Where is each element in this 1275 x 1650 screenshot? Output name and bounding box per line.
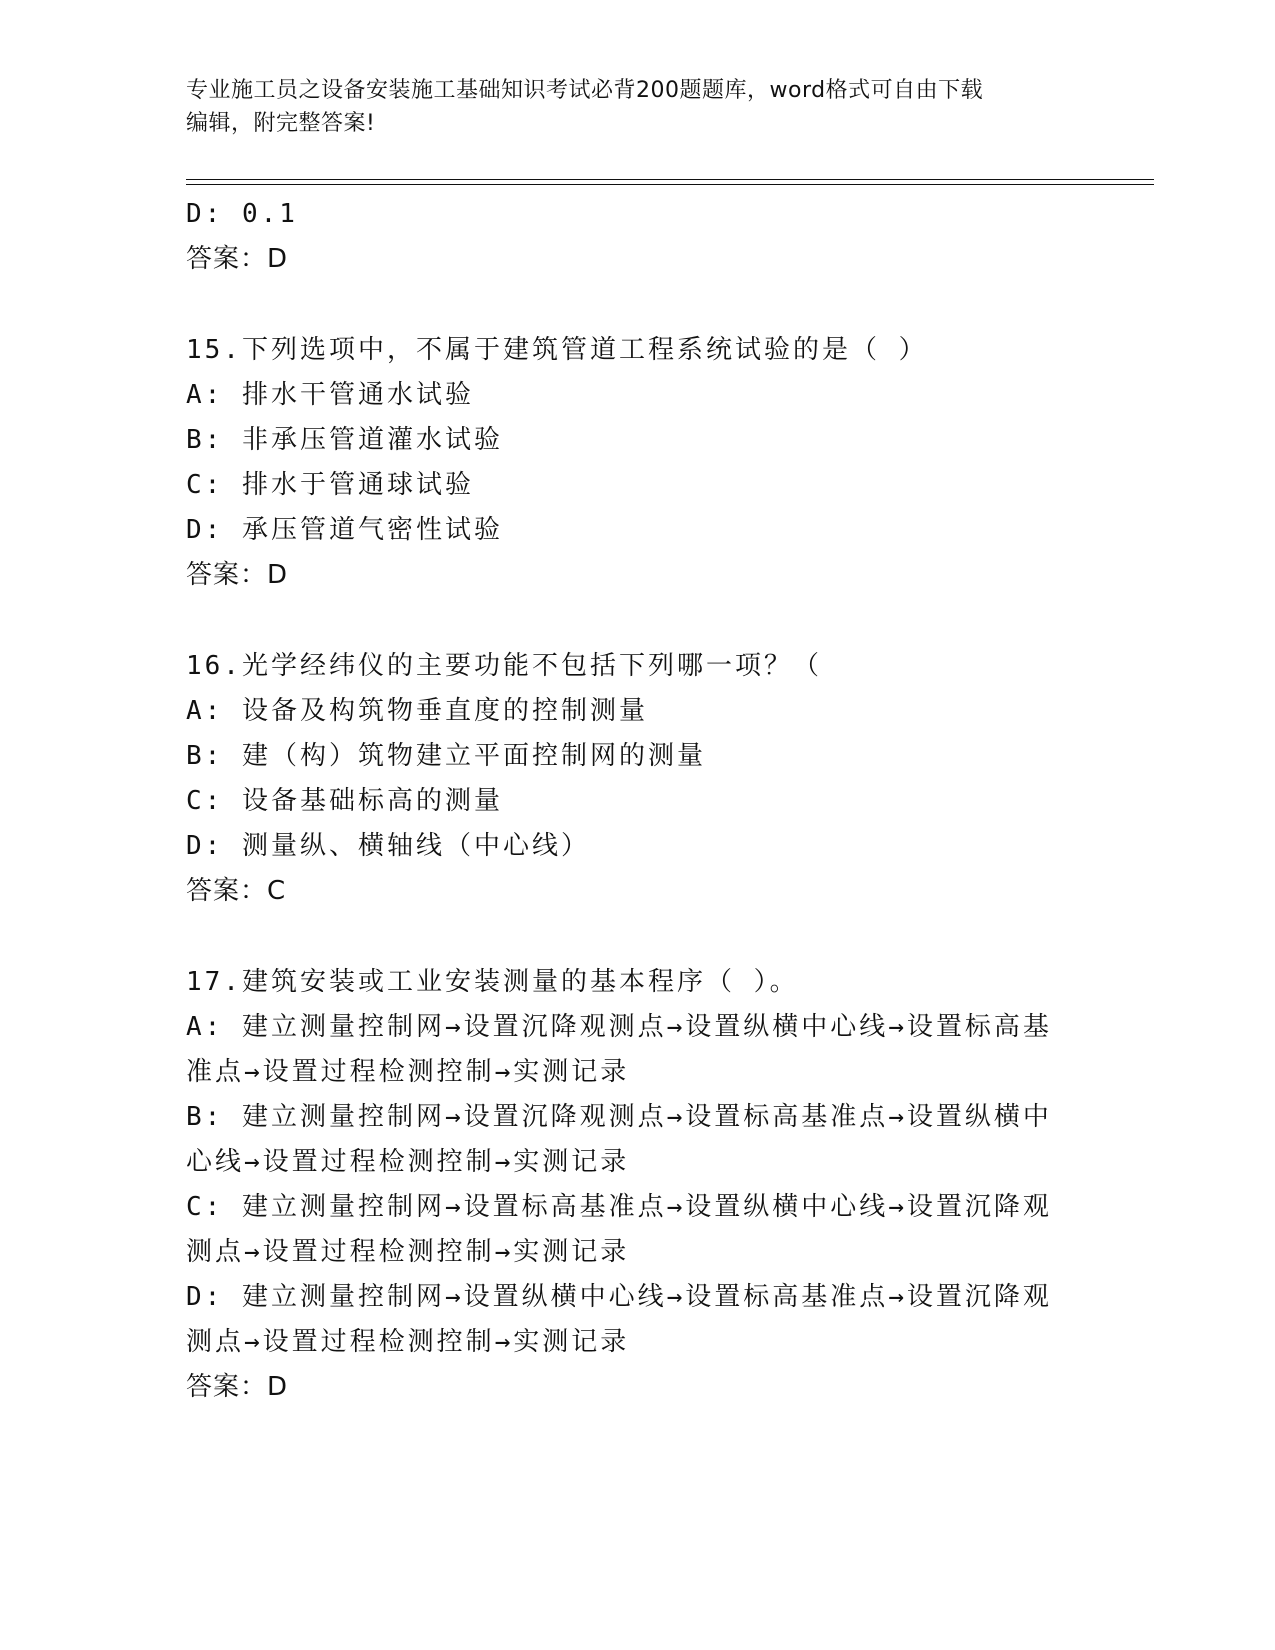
q17-answer: 答案：D (186, 1372, 289, 1402)
q17-option-b-line-1: B: 建立测量控制网→设置沉降观测点→设置标高基准点→设置纵横中 (186, 1102, 1052, 1132)
q17-option-b-line-2: 心线→设置过程检测控制→实测记录 (186, 1147, 630, 1177)
q16-answer: 答案：C (186, 876, 287, 906)
q15-option-a: A: 排水干管通水试验 (186, 380, 474, 410)
question-16-block (186, 644, 1086, 914)
q14-answer: 答案：D (186, 244, 289, 274)
q16-option-a: A: 设备及构筑物垂直度的控制测量 (186, 696, 648, 726)
q17-option-a-line-1: A: 建立测量控制网→设置沉降观测点→设置纵横中心线→设置标高基 (186, 1012, 1052, 1042)
q15-question: 15.下列选项中，不属于建筑管道工程系统试验的是（ ） (186, 335, 928, 365)
spacer (186, 914, 1086, 960)
document-header (186, 74, 1086, 140)
q17-option-c-line-2: 测点→设置过程检测控制→实测记录 (186, 1237, 630, 1267)
q14-option-d: D: 0.1 (186, 199, 298, 229)
q16-option-d: D: 测量纵、横轴线（中心线） (186, 831, 590, 861)
question-15-block (186, 328, 1086, 598)
header-divider-bottom (186, 184, 1154, 185)
spacer (186, 282, 1086, 328)
q16-question: 16.光学经纬仪的主要功能不包括下列哪一项？（ (186, 651, 822, 681)
q16-option-c: C: 设备基础标高的测量 (186, 786, 503, 816)
question-17-block (186, 960, 1086, 1410)
q15-option-b: B: 非承压管道灌水试验 (186, 425, 503, 455)
q17-option-a-line-2: 准点→设置过程检测控制→实测记录 (186, 1057, 630, 1087)
q17-question: 17.建筑安装或工业安装测量的基本程序（ ）。 (186, 967, 799, 997)
q15-answer: 答案：D (186, 560, 289, 590)
spacer (186, 598, 1086, 644)
q17-option-c-line-1: C: 建立测量控制网→设置标高基准点→设置纵横中心线→设置沉降观 (186, 1192, 1052, 1222)
question-14-block (186, 192, 1086, 282)
q17-option-d-line-2: 测点→设置过程检测控制→实测记录 (186, 1327, 630, 1357)
header-title-line-1: 专业施工员之设备安装施工基础知识考试必背200题题库，word格式可自由下载 (186, 78, 984, 103)
q15-option-d: D: 承压管道气密性试验 (186, 515, 503, 545)
header-divider-top (186, 179, 1154, 180)
q17-option-d-line-1: D: 建立测量控制网→设置纵横中心线→设置标高基准点→设置沉降观 (186, 1282, 1052, 1312)
q15-option-c: C: 排水于管通球试验 (186, 470, 474, 500)
q16-option-b: B: 建（构）筑物建立平面控制网的测量 (186, 741, 706, 771)
header-title-line-2: 编辑，附完整答案! (186, 111, 376, 136)
question-content (186, 192, 1086, 1410)
